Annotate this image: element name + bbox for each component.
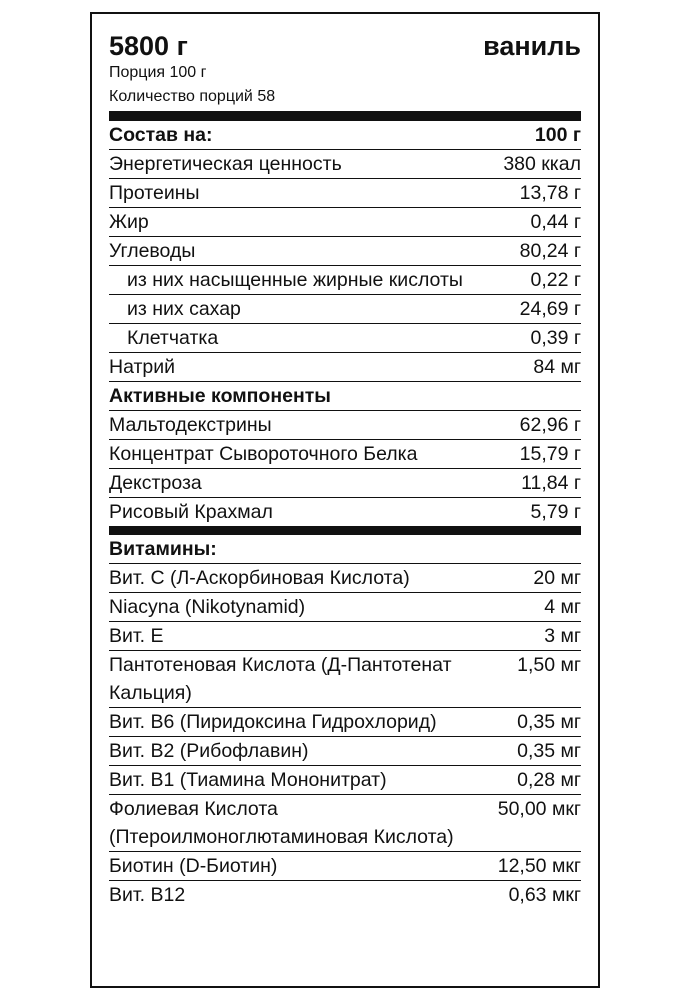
nutrient-name: Натрий	[109, 356, 176, 378]
flavor: ваниль	[483, 31, 581, 61]
nutrient-subrow	[109, 265, 581, 294]
nutrition-label	[90, 12, 600, 988]
vitamin-row	[109, 592, 581, 621]
vitamin-row	[109, 851, 581, 880]
vitamin-value: 0,28 мг	[517, 769, 581, 791]
component-name: Мальтодекстрины	[109, 414, 272, 436]
component-value: 62,96 г	[519, 414, 581, 436]
nutrient-subrow	[109, 323, 581, 352]
vitamin-row	[109, 765, 581, 794]
label-content	[109, 31, 581, 909]
thick-divider	[109, 526, 581, 535]
vitamin-value: 1,50 мг	[517, 654, 581, 676]
thick-divider	[109, 111, 581, 121]
header-row	[109, 31, 581, 61]
vitamin-row	[109, 880, 581, 909]
vitamin-value: 0,35 мг	[517, 711, 581, 733]
active-components-title: Активные компоненты	[109, 385, 331, 407]
composition-title: Состав на:	[109, 124, 213, 146]
nutrient-value: 24,69 г	[519, 298, 581, 320]
package-weight: 5800 г	[109, 31, 188, 61]
nutrient-value: 380 ккал	[503, 153, 581, 175]
nutrient-name: Энергетическая ценность	[109, 153, 342, 175]
component-name: Концентрат Сывороточного Белка	[109, 443, 418, 465]
vitamin-row	[109, 707, 581, 736]
nutrient-value: 0,22 г	[530, 269, 581, 291]
vitamin-name: Биотин (D-Биотин)	[109, 855, 278, 877]
vitamin-value: 4 мг	[544, 596, 581, 618]
component-row	[109, 410, 581, 439]
component-name: Рисовый Крахмал	[109, 501, 273, 523]
nutrient-name: Жир	[109, 211, 149, 233]
vitamin-name: Вит. С (Л-Аскорбиновая Кислота)	[109, 567, 410, 589]
vitamin-name: Пантотеновая Кислота (Д-Пантотенат Кальция)	[109, 654, 452, 704]
component-value: 15,79 г	[519, 443, 581, 465]
component-value: 5,79 г	[530, 501, 581, 523]
vitamin-name: Niacyna (Nikotynamid)	[109, 596, 306, 618]
vitamin-value: 0,35 мг	[517, 740, 581, 762]
vitamin-value: 12,50 мкг	[497, 855, 581, 877]
component-name: Декстроза	[109, 472, 202, 494]
nutrient-value: 13,78 г	[519, 182, 581, 204]
nutrient-row	[109, 149, 581, 178]
nutrient-row	[109, 207, 581, 236]
vitamin-value: 3 мг	[544, 625, 581, 647]
nutrient-value: 84 мг	[533, 356, 581, 378]
vitamin-row	[109, 621, 581, 650]
vitamin-name: Вит. В2 (Рибофлавин)	[109, 740, 309, 762]
component-row	[109, 439, 581, 468]
vitamin-row	[109, 794, 581, 851]
active-components-header	[109, 381, 581, 410]
nutrient-value: 0,44 г	[530, 211, 581, 233]
vitamin-name: Вит. В12	[109, 884, 186, 906]
component-value: 11,84 г	[521, 472, 581, 494]
servings-count: Количество порций 58	[109, 88, 276, 105]
vitamin-value: 50,00 мкг	[497, 798, 581, 820]
nutrient-row	[109, 352, 581, 381]
vitamin-name: Вит. В1 (Тиамина Мононитрат)	[109, 769, 387, 791]
nutrient-subrow	[109, 294, 581, 323]
vitamin-value: 0,63 мкг	[508, 884, 581, 906]
vitamin-name: Фолиевая Кислота (Птероилмоноглютаминовая Кислота)	[109, 798, 454, 848]
vitamin-name: Вит. Е	[109, 625, 164, 647]
nutrient-name: Клетчатка	[127, 327, 219, 349]
vitamin-value: 20 мг	[533, 567, 581, 589]
vitamin-row	[109, 563, 581, 592]
vitamins-title: Витамины:	[109, 538, 217, 560]
nutrient-value: 0,39 г	[530, 327, 581, 349]
nutrient-row	[109, 178, 581, 207]
vitamins-header	[109, 535, 581, 563]
nutrient-name: Протеины	[109, 182, 200, 204]
vitamin-name: Вит. В6 (Пиридоксина Гидрохлорид)	[109, 711, 437, 733]
composition-basis: 100 г	[534, 124, 581, 146]
serving-size: Порция 100 г	[109, 64, 207, 81]
nutrient-name: из них сахар	[127, 298, 241, 320]
component-row	[109, 497, 581, 526]
nutrient-name: Углеводы	[109, 240, 196, 262]
nutrient-value: 80,24 г	[519, 240, 581, 262]
composition-header	[109, 121, 581, 149]
nutrient-row	[109, 236, 581, 265]
nutrient-name: из них насыщенные жирные кислоты	[127, 269, 463, 291]
component-row	[109, 468, 581, 497]
vitamin-row	[109, 650, 581, 707]
vitamin-row	[109, 736, 581, 765]
